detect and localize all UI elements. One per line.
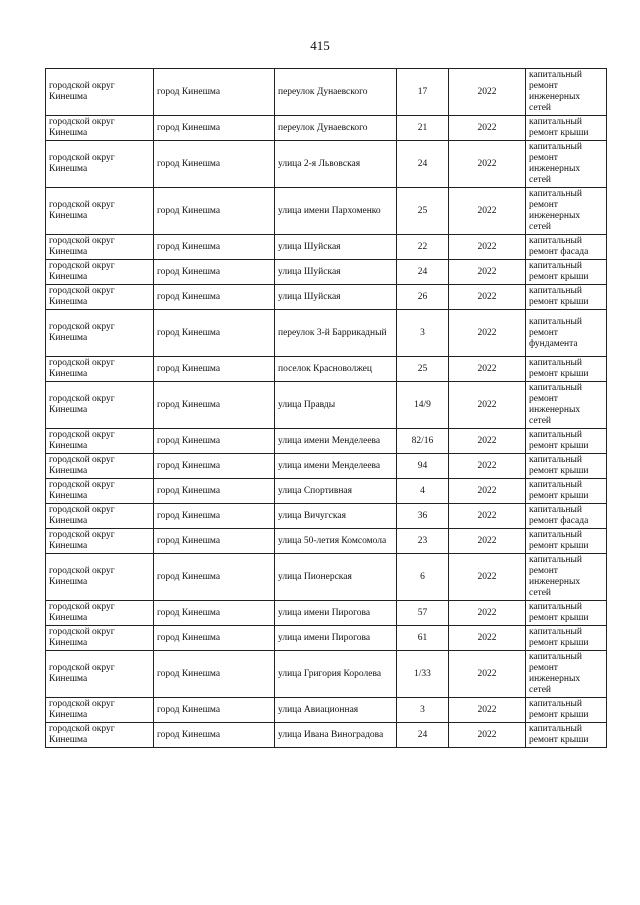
table-row [46,260,607,285]
work-type-cell: капитальный ремонт инженерных сетей [526,141,607,188]
house-number-cell: 24 [397,141,449,188]
work-type-cell: капитальный ремонт инженерных сетей [526,69,607,116]
house-number-cell: 26 [397,285,449,310]
house-number-cell: 6 [397,554,449,601]
district-cell: городской округ Кинешма [46,260,154,285]
year-cell: 2022 [449,382,526,429]
district-cell: городской округ Кинешма [46,698,154,723]
table-row [46,429,607,454]
city-cell: город Кинешма [154,554,275,601]
table-row [46,116,607,141]
work-type-cell: капитальный ремонт крыши [526,529,607,554]
year-cell: 2022 [449,454,526,479]
year-cell: 2022 [449,235,526,260]
city-cell: город Кинешма [154,382,275,429]
city-cell: город Кинешма [154,357,275,382]
district-cell: городской округ Кинешма [46,382,154,429]
year-cell: 2022 [449,626,526,651]
year-cell: 2022 [449,479,526,504]
table-row [46,723,607,748]
work-type-cell: капитальный ремонт крыши [526,116,607,141]
street-cell: улица Шуйская [275,235,397,260]
house-number-cell: 94 [397,454,449,479]
street-cell: улица имени Пархоменко [275,188,397,235]
table-row [46,479,607,504]
work-type-cell: капитальный ремонт крыши [526,260,607,285]
district-cell: городской округ Кинешма [46,116,154,141]
work-type-cell: капитальный ремонт крыши [526,429,607,454]
year-cell: 2022 [449,651,526,698]
street-cell: улица 50-летия Комсомола [275,529,397,554]
city-cell: город Кинешма [154,260,275,285]
house-number-cell: 3 [397,698,449,723]
house-number-cell: 3 [397,310,449,357]
city-cell: город Кинешма [154,651,275,698]
district-cell: городской округ Кинешма [46,554,154,601]
table-row [46,285,607,310]
house-number-cell: 23 [397,529,449,554]
table-row [46,69,607,116]
district-cell: городской округ Кинешма [46,479,154,504]
street-cell: улица Пионерская [275,554,397,601]
house-number-cell: 25 [397,357,449,382]
street-cell: улица имени Пирогова [275,626,397,651]
table-row [46,188,607,235]
table-row [46,141,607,188]
work-type-cell: капитальный ремонт крыши [526,454,607,479]
city-cell: город Кинешма [154,285,275,310]
city-cell: город Кинешма [154,698,275,723]
district-cell: городской округ Кинешма [46,310,154,357]
housing-repair-table [45,68,607,748]
house-number-cell: 57 [397,601,449,626]
street-cell: переулок Дунаевского [275,69,397,116]
work-type-cell: капитальный ремонт инженерных сетей [526,188,607,235]
work-type-cell: капитальный ремонт фундамента [526,310,607,357]
year-cell: 2022 [449,69,526,116]
district-cell: городской округ Кинешма [46,235,154,260]
table-row [46,357,607,382]
year-cell: 2022 [449,116,526,141]
work-type-cell: капитальный ремонт фасада [526,235,607,260]
work-type-cell: капитальный ремонт фасада [526,504,607,529]
street-cell: улица имени Пирогова [275,601,397,626]
district-cell: городской округ Кинешма [46,651,154,698]
table-row [46,310,607,357]
table-row [46,626,607,651]
year-cell: 2022 [449,141,526,188]
house-number-cell: 25 [397,188,449,235]
work-type-cell: капитальный ремонт крыши [526,285,607,310]
city-cell: город Кинешма [154,454,275,479]
table-row [46,454,607,479]
city-cell: город Кинешма [154,116,275,141]
house-number-cell: 4 [397,479,449,504]
city-cell: город Кинешма [154,188,275,235]
work-type-cell: капитальный ремонт инженерных сетей [526,651,607,698]
street-cell: улица 2-я Львовская [275,141,397,188]
table-row [46,651,607,698]
year-cell: 2022 [449,285,526,310]
city-cell: город Кинешма [154,504,275,529]
city-cell: город Кинешма [154,235,275,260]
table-row [46,529,607,554]
house-number-cell: 21 [397,116,449,141]
street-cell: улица Вичугская [275,504,397,529]
street-cell: поселок Красноволжец [275,357,397,382]
district-cell: городской округ Кинешма [46,529,154,554]
year-cell: 2022 [449,310,526,357]
table-row [46,235,607,260]
year-cell: 2022 [449,357,526,382]
street-cell: улица Авиационная [275,698,397,723]
table-row [46,698,607,723]
year-cell: 2022 [449,260,526,285]
district-cell: городской округ Кинешма [46,285,154,310]
year-cell: 2022 [449,601,526,626]
year-cell: 2022 [449,529,526,554]
work-type-cell: капитальный ремонт крыши [526,479,607,504]
district-cell: городской округ Кинешма [46,601,154,626]
city-cell: город Кинешма [154,626,275,651]
year-cell: 2022 [449,554,526,601]
work-type-cell: капитальный ремонт инженерных сетей [526,382,607,429]
district-cell: городской округ Кинешма [46,504,154,529]
district-cell: городской округ Кинешма [46,141,154,188]
page-number: 415 [310,38,330,53]
district-cell: городской округ Кинешма [46,626,154,651]
street-cell: переулок Дунаевского [275,116,397,141]
street-cell: улица Григория Королева [275,651,397,698]
year-cell: 2022 [449,188,526,235]
street-cell: улица Спортивная [275,479,397,504]
district-cell: городской округ Кинешма [46,69,154,116]
house-number-cell: 24 [397,260,449,285]
house-number-cell: 1/33 [397,651,449,698]
house-number-cell: 14/9 [397,382,449,429]
street-cell: улица Правды [275,382,397,429]
work-type-cell: капитальный ремонт инженерных сетей [526,554,607,601]
district-cell: городской округ Кинешма [46,454,154,479]
city-cell: город Кинешма [154,310,275,357]
city-cell: город Кинешма [154,141,275,188]
table-row [46,554,607,601]
year-cell: 2022 [449,723,526,748]
house-number-cell: 22 [397,235,449,260]
year-cell: 2022 [449,429,526,454]
table-row [46,504,607,529]
house-number-cell: 17 [397,69,449,116]
work-type-cell: капитальный ремонт крыши [526,723,607,748]
district-cell: городской округ Кинешма [46,723,154,748]
work-type-cell: капитальный ремонт крыши [526,357,607,382]
street-cell: переулок 3-й Баррикадный [275,310,397,357]
district-cell: городской округ Кинешма [46,429,154,454]
house-number-cell: 82/16 [397,429,449,454]
table-row [46,601,607,626]
city-cell: город Кинешма [154,479,275,504]
city-cell: город Кинешма [154,723,275,748]
city-cell: город Кинешма [154,601,275,626]
street-cell: улица имени Менделеева [275,429,397,454]
work-type-cell: капитальный ремонт крыши [526,626,607,651]
table-row [46,382,607,429]
district-cell: городской округ Кинешма [46,188,154,235]
city-cell: город Кинешма [154,529,275,554]
year-cell: 2022 [449,504,526,529]
house-number-cell: 24 [397,723,449,748]
house-number-cell: 36 [397,504,449,529]
house-number-cell: 61 [397,626,449,651]
year-cell: 2022 [449,698,526,723]
street-cell: улица Ивана Виноградова [275,723,397,748]
work-type-cell: капитальный ремонт крыши [526,601,607,626]
street-cell: улица имени Менделеева [275,454,397,479]
city-cell: город Кинешма [154,69,275,116]
district-cell: городской округ Кинешма [46,357,154,382]
work-type-cell: капитальный ремонт крыши [526,698,607,723]
city-cell: город Кинешма [154,429,275,454]
street-cell: улица Шуйская [275,285,397,310]
street-cell: улица Шуйская [275,260,397,285]
